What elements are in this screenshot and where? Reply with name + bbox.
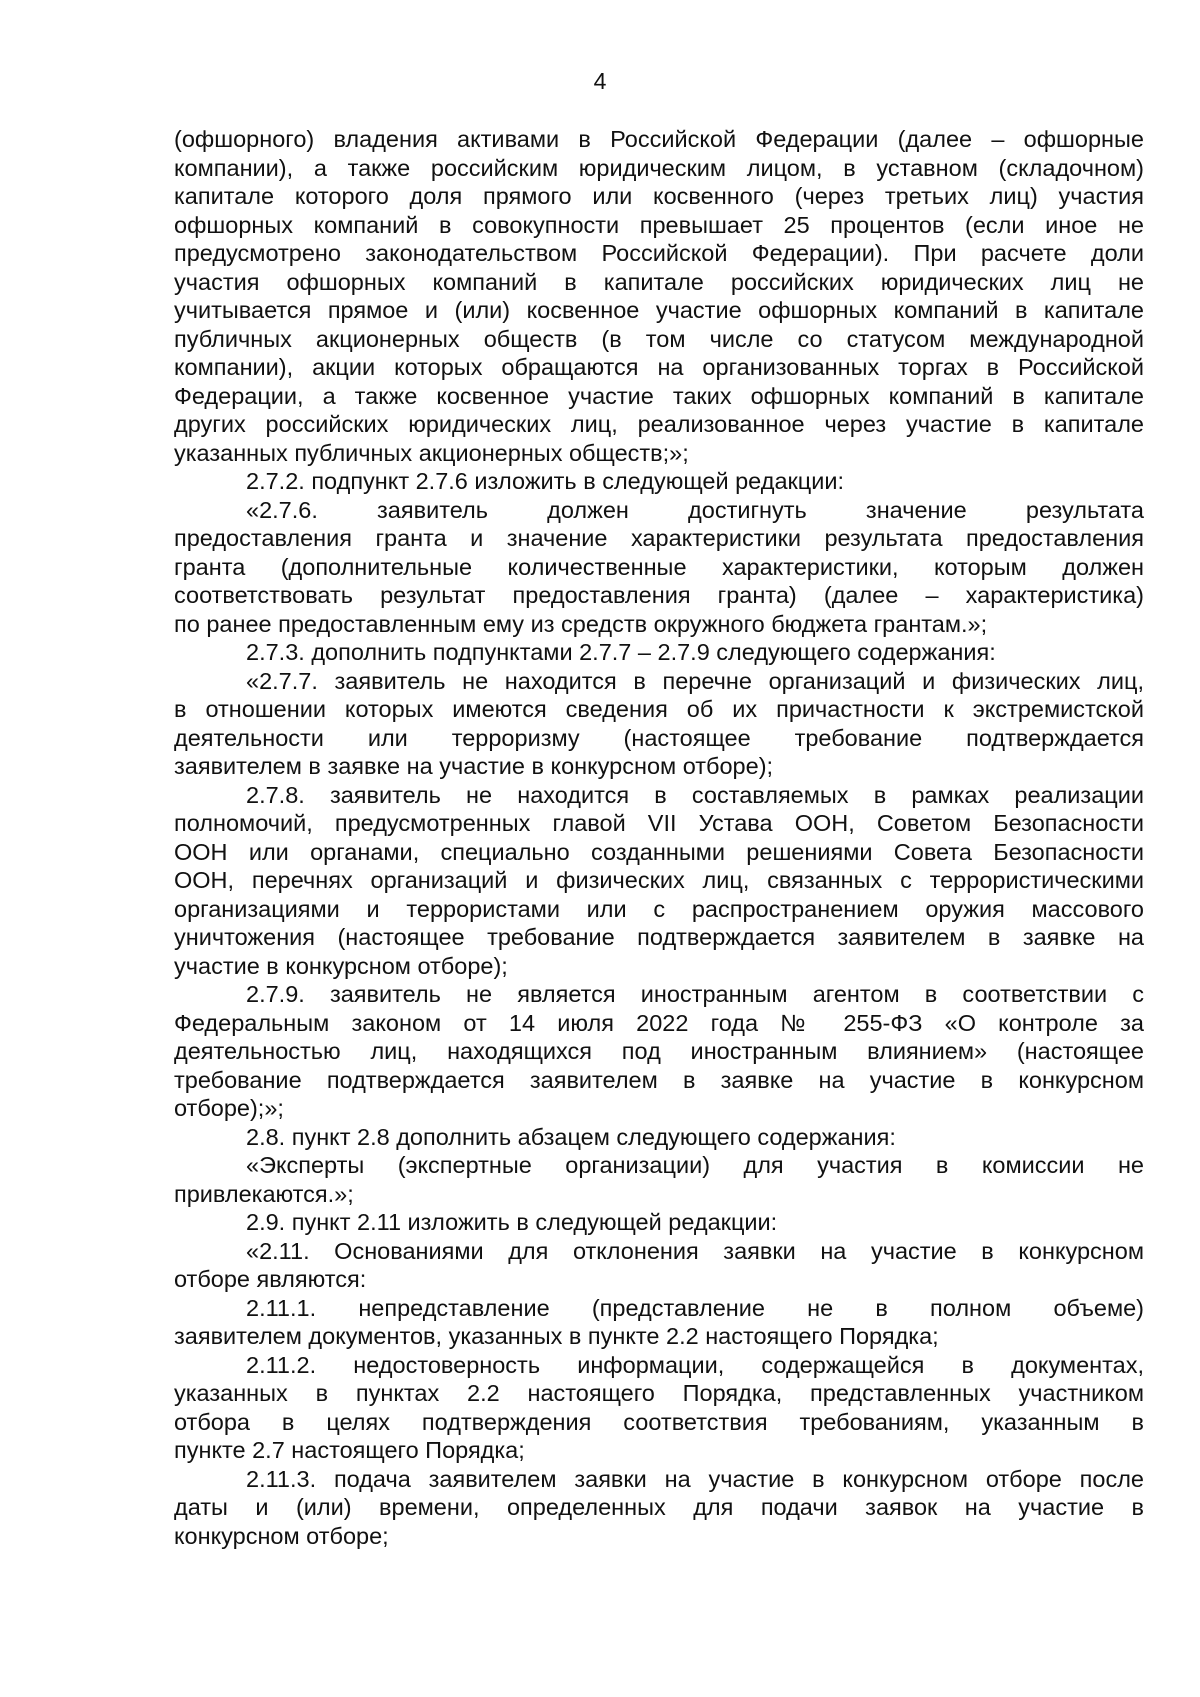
- text-line: указанных в пунктах 2.2 настоящего Порядка, представленных участником: [174, 1380, 1144, 1406]
- text-line: отборе);»;: [174, 1095, 284, 1121]
- text-line: 2.8. пункт 2.8 дополнить абзацем следующего содержания:: [246, 1123, 896, 1150]
- page-number: 4: [593, 68, 607, 94]
- text-line: ООН, перечнях организаций и физических лиц, связанных с террористическими: [174, 867, 1144, 893]
- text-line: деятельностью лиц, находящихся под иностранным влиянием» (настоящее: [174, 1038, 1144, 1064]
- text-line: организациями и террористами или с распространением оружия массового: [174, 895, 1144, 922]
- text-line: (офшорного) владения активами в Российской Федерации (далее – офшорные: [174, 126, 1144, 152]
- text-line: 2.11.1. непредставление (представление не в полном объеме): [246, 1294, 1144, 1321]
- text-line: 2.7.2. подпункт 2.7.6 изложить в следующей редакции:: [246, 468, 845, 494]
- text-line: требование подтверждается заявителем в заявке на участие в конкурсном: [174, 1066, 1144, 1093]
- text-line: 2.7.8. заявитель не находится в составляемых в рамках реализации: [246, 781, 1144, 808]
- text-line: участие в конкурсном отборе);: [174, 952, 508, 979]
- text-line: 2.7.3. дополнить подпунктами 2.7.7 – 2.7.9 следующего содержания:: [246, 639, 996, 665]
- text-line: в отношении которых имеются сведения об их причастности к экстремистской: [174, 696, 1144, 722]
- text-line: 2.11.3. подача заявителем заявки на участие в конкурсном отборе после: [246, 1465, 1144, 1492]
- text-line: Федеральным законом от 14 июля 2022 года № 255-ФЗ «О контроле за: [174, 1009, 1144, 1036]
- document-body: [174, 125, 1144, 1550]
- text-line: офшорных компаний в совокупности превышает 25 процентов (если иное не: [174, 211, 1144, 238]
- text-line: отбора в целях подтверждения соответствия требованиям, указанным в: [174, 1408, 1144, 1435]
- text-line: предоставления гранта и значение характеристики результата предоставления: [174, 525, 1144, 551]
- text-line: уничтожения (настоящее требование подтверждается заявителем в заявке на: [174, 924, 1144, 950]
- text-line: 2.11.2. недостоверность информации, содержащейся в документах,: [246, 1351, 1144, 1378]
- text-line: «2.11. Основаниями для отклонения заявки на участие в конкурсном: [246, 1237, 1144, 1264]
- text-line: соответствовать результат предоставления гранта) (далее – характеристика): [174, 582, 1144, 608]
- text-line: компании), акции которых обращаются на организованных торгах в Российской: [174, 354, 1144, 380]
- text-line: других российских юридических лиц, реализованное через участие в капитале: [174, 411, 1144, 437]
- text-line: заявителем в заявке на участие в конкурсном отборе);: [174, 753, 774, 779]
- text-line: «2.7.6. заявитель должен достигнуть значение результата: [246, 496, 1144, 523]
- text-line: указанных публичных акционерных обществ;»;: [174, 439, 689, 466]
- text-line: предусмотрено законодательством Российской Федерации). При расчете доли: [174, 240, 1144, 266]
- text-line: полномочий, предусмотренных главой VII Устава ООН, Советом Безопасности: [174, 810, 1144, 836]
- text-line: конкурсном отборе;: [174, 1522, 389, 1549]
- text-line: учитывается прямое и (или) косвенное участие офшорных компаний в капитале: [174, 297, 1144, 323]
- text-line: публичных акционерных обществ (в том числе со статусом международной: [174, 325, 1144, 352]
- text-line: пункте 2.7 настоящего Порядка;: [174, 1437, 525, 1463]
- text-line: ООН или органами, специально созданными решениями Совета Безопасности: [174, 838, 1144, 865]
- text-line: отборе являются:: [174, 1266, 367, 1292]
- text-line: привлекаются.»;: [174, 1180, 354, 1207]
- text-line: «Эксперты (экспертные организации) для участия в комиссии не: [246, 1152, 1144, 1178]
- text-line: участия офшорных компаний в капитале российских юридических лиц не: [174, 268, 1144, 295]
- text-line: заявителем документов, указанных в пункте 2.2 настоящего Порядка;: [174, 1323, 939, 1349]
- text-line: компании), а также российским юридическим лицом, в уставном (складочном): [174, 154, 1144, 181]
- text-line: 2.7.9. заявитель не является иностранным агентом в соответствии с: [246, 981, 1144, 1007]
- text-line: гранта (дополнительные количественные характеристики, которым должен: [174, 553, 1144, 580]
- text-line: по ранее предоставленным ему из средств окружного бюджета грантам.»;: [174, 610, 988, 637]
- text-line: капитале которого доля прямого или косвенного (через третьих лиц) участия: [174, 183, 1144, 209]
- text-line: Федерации, а также косвенное участие таких офшорных компаний в капитале: [174, 382, 1144, 409]
- text-line: деятельности или терроризму (настоящее требование подтверждается: [174, 724, 1144, 751]
- text-line: даты и (или) времени, определенных для подачи заявок на участие в: [174, 1494, 1144, 1520]
- text-line: 2.9. пункт 2.11 изложить в следующей редакции:: [246, 1209, 778, 1235]
- text-line: «2.7.7. заявитель не находится в перечне организаций и физических лиц,: [246, 667, 1144, 694]
